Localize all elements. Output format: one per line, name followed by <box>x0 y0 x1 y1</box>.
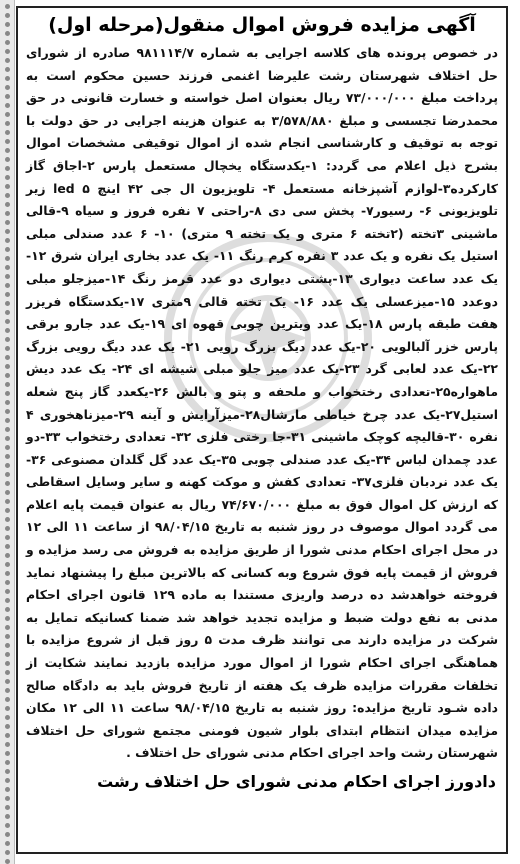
left-edge-strip <box>0 0 15 864</box>
notice-body: در خصوص پرونده های کلاسه اجرایی به شماره ۹۸۱۱۱۴/۷ صادره از شورای حل اختلاف شهرستان رشت علیرضا اغنمی فرزند حسین محکوم است به پرداخت مبلغ ۷۳/۰۰۰/۰۰۰ ریال بعنوان اصل خواسته و خسارت قانونی در حق محمدرضا تجسسی و مبلغ ۳/۵۷۸/۸۸۰ به عنوان هزینه اجرایی در حق دولت با توجه به توقیف و کارشناسی انجام شده از اموال توقیفی مشخصات اموال بشرح ذیل اعلام می گردد: ۱-یکدستگاه یخچال مستعمل پارس ۲-اجاق گاز کارکرده۳-لوازم آشپزخانه مستعمل ۴- تلویزیون ال جی ۴۲ اینچ led ۵ زیر تلویزیونی ۶- رسیور۷- پخش سی دی ۸-راحتی ۷ نفره فروز و سیاه ۹-قالی ماشینی ۳تخته (۲تخته ۶ متری و یک تخته ۹ متری) ۱۰- ۶ عدد صندلی مبلی استیل یک نفره و یک عدد ۳ نفره کرم رنگ ۱۱- یک عدد بخاری ایران شرق ۱۲-یک عدد ساعت دیواری ۱۳-پشتی دیواری دو عدد قرمز رنگ ۱۴-میزجلو مبلی دوعدد ۱۵-میزعسلی یک عدد ۱۶- یک تخته قالی ۹متری ۱۷-یکدستگاه فریزر هفت طبقه پارس ۱۸-یک عدد ویترین چوبی قهوه ای ۱۹-یک عدد جارو برقی پارس خزر آلبالویی ۲۰-یک عدد دیگ بزرگ رویی ۲۱- یک عدد دیگ رویی بزرگ ۲۲-یک عدد لعابی گرد ۲۳-یک عدد میز جلو مبلی شیشه ای ۲۴- یک عدد دیش ماهواره۲۵-تعدادی رختخواب و ملحفه و پتو و بالش ۲۶-یکعدد گاز پنج شعله استیل۲۷-یک عدد چرخ خیاطی مارشال۲۸-میزآرایش و آینه ۲۹-میزناهخوری ۴ نفره ۳۰-قالیچه کوچک ماشینی ۳۱-جا رختی فلزی ۳۲- تعدادی رختخواب ۳۳-دو عدد چمدان لباس ۳۴-یک عدد صندلی چوبی ۳۵-یک عدد گل گلدان مصنوعی ۳۶-یک عدد نردبان فلزی۳۷- تعدادی کفش و موکت کهنه و سایر وسایل اسقاطی که ارزش کل اموال فوق به مبلغ ۷۴/۶۷۰/۰۰۰ ریال به عنوان قیمت پایه اعلام می گردد اموال موصوف در روز شنبه به تاریخ ۹۸/۰۴/۱۵ از ساعت ۱۱ الی ۱۲ در محل اجرای احکام مدنی شورا از طریق مزایده به فروش می رسد مزایده و فروش از قیمت پایه فوق شروع وبه کسانی که بالاترین مبلغ را پیشنهاد نماید فروخته خواهدشد ده درصد واریزی مستندا به ماده ۱۲۹ قانون اجرای احکام مدنی به نفع دولت ضبط و مزایده تجدید خواهد شد ضمنا کسانیکه تمایل به شرکت در مزایده دارند می توانند ظرف مدت ۵ روز قبل از شروع مزایده با هماهنگی اجرای احکام شورا از اموال مورد مزایده بازدید نمایند شکایت از تخلفات مقررات مزایده ظرف یک هفته از تاریخ فروش باید به دادگاه صالح داده شـود تاریخ مزایده: روز شنبه به تاریخ ۹۸/۰۴/۱۵ ساعت ۱۱ الی ۱۲ مکان مزایده میدان انتظام ابتدای بلوار شیون فومنی مجتمع شورای حل اختلاف شهرستان رشت واحد اجرای احکام مدنی شورای حل اختلاف . <box>26 45 499 761</box>
notice-signature: دادورز اجرای احکام مدنی شورای حل اختلاف رشت <box>97 772 496 791</box>
notice-title: آگهی مزایده فروش اموال منقول(مرحله اول) <box>48 14 476 36</box>
notice-frame <box>16 6 508 854</box>
